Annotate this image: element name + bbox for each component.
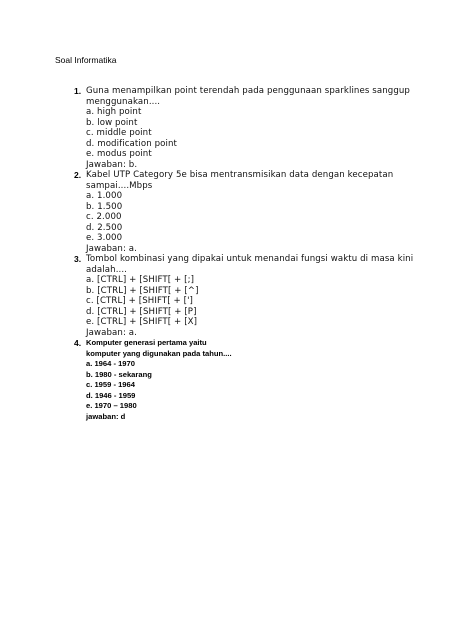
option: d. 2.500 (86, 222, 123, 233)
option: a. 1.000 (86, 191, 123, 201)
question-3 (58, 254, 438, 338)
option: e. [CTRL] + [SHIFT[ + [X] (86, 317, 198, 327)
answer: Jawaban: a. (86, 327, 137, 338)
answer: Jawaban: a. (86, 243, 137, 254)
option: c. [CTRL] + [SHIFT[ + ['] (86, 296, 193, 306)
question-list (58, 86, 438, 422)
option: b. low point (86, 117, 138, 128)
option: b. 1.500 (86, 201, 123, 212)
question-text: Komputer generasi pertama yaitu (86, 338, 207, 347)
option: a. 1964 - 1970 (86, 359, 135, 368)
answer: jawaban: d (86, 411, 126, 421)
question-number: 3. (74, 254, 82, 264)
option: d. 1946 - 1959 (86, 390, 136, 400)
question-number: 4. (74, 338, 82, 348)
option: c. middle point (86, 128, 152, 138)
option: e. modus point (86, 149, 152, 159)
option: c. 1959 - 1964 (86, 380, 135, 389)
option: e. 1970 – 1980 (86, 401, 137, 410)
question-text: komputer yang digunakan pada tahun.... (86, 348, 232, 358)
question-text: Guna menampilkan point terendah pada penggunaan sparklines sanggup (86, 86, 410, 96)
option: d. modification point (86, 138, 178, 149)
question-text: menggunakan.... (86, 96, 161, 107)
question-text: Tombol kombinasi yang dipakai untuk menandai fungsi waktu di masa kini (86, 254, 414, 264)
option: b. 1980 - sekarang (86, 369, 152, 379)
option: e. 3.000 (86, 233, 123, 243)
option: b. [CTRL] + [SHIFT[ + [^] (86, 285, 199, 296)
option: c. 2.000 (86, 212, 122, 222)
option: a. high point (86, 107, 142, 117)
option: a. [CTRL] + [SHIFT[ + [;] (86, 275, 195, 285)
question-number: 1. (74, 86, 82, 96)
question-1 (58, 86, 438, 170)
question-4 (58, 338, 438, 422)
document-title: Soal Informatika (55, 55, 117, 65)
question-text: Kabel UTP Category 5e bisa mentransmisikan data dengan kecepatan (86, 170, 394, 180)
question-text: adalah.... (86, 264, 128, 275)
option: d. [CTRL] + [SHIFT[ + [P] (86, 306, 197, 317)
question-text: sampai....Mbps (86, 180, 153, 191)
question-number: 2. (74, 170, 82, 180)
answer: Jawaban: b. (86, 159, 138, 170)
question-2 (58, 170, 438, 254)
